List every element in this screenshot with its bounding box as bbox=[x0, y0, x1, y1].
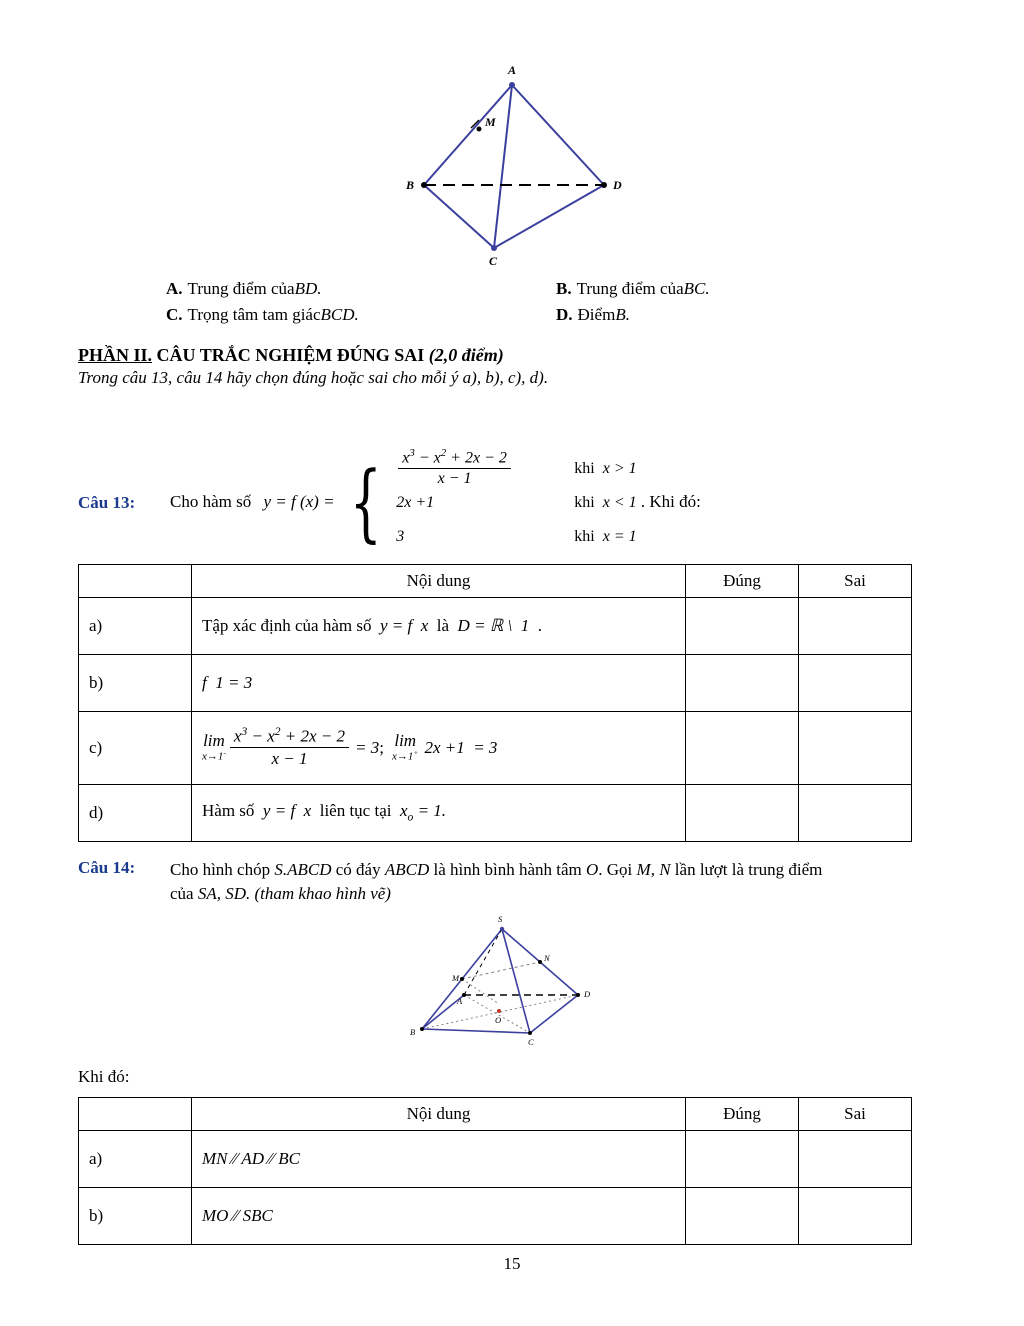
th-content: Nội dung bbox=[192, 564, 686, 597]
option-b-italic: BC. bbox=[683, 279, 710, 298]
page-content bbox=[78, 60, 946, 1245]
question-14-body bbox=[170, 858, 946, 907]
option-b-label: B. bbox=[556, 279, 572, 298]
row-b-sai-cell[interactable] bbox=[799, 654, 912, 711]
row-d-content: Hàm số y = f x liên tục tại $x_o = 1$. bbox=[192, 784, 686, 841]
q14-text-e: là hình bình hành tâm bbox=[429, 859, 586, 879]
table-header-row bbox=[79, 1097, 912, 1130]
svg-text:N: N bbox=[544, 952, 550, 963]
question-13-stem-row bbox=[78, 400, 946, 554]
option-b-text: Trung điểm của bbox=[576, 279, 684, 298]
pyramid-svg bbox=[402, 907, 622, 1052]
row-a-sai-cell[interactable] bbox=[799, 1130, 912, 1187]
row-d-index: d) bbox=[79, 784, 192, 841]
q14-text-f: O bbox=[586, 859, 599, 879]
page-number: 15 bbox=[503, 1254, 521, 1273]
khi-do-label: Khi đó: bbox=[78, 1066, 130, 1086]
option-d[interactable] bbox=[556, 302, 936, 328]
th-index bbox=[79, 1097, 192, 1130]
q14-text-i: , bbox=[650, 859, 660, 879]
case-1-fraction bbox=[398, 447, 511, 490]
case-1-numerator: $x^3 - x^2 + 2x - 2$ bbox=[398, 447, 511, 469]
row-b-content: MO ∕∕ SBC bbox=[192, 1187, 686, 1244]
case-2-condition: khi x < 1 bbox=[574, 493, 637, 511]
svg-text:D: D bbox=[584, 988, 591, 999]
question-14-label: Câu 14: bbox=[78, 857, 136, 877]
row-b-sai-cell[interactable] bbox=[799, 1187, 912, 1244]
piecewise-case-3 bbox=[396, 520, 636, 554]
row-b-content: f 1 = 3 bbox=[192, 654, 686, 711]
option-d-label: D. bbox=[556, 305, 573, 325]
row-a-index: a) bbox=[79, 1130, 192, 1187]
svg-text:M: M bbox=[485, 115, 496, 129]
section-subtitle: Trong câu 13, câu 14 hãy chọn đúng hoặc sai cho mỗi ý a), b), c), d). bbox=[78, 367, 549, 387]
option-row-1 bbox=[78, 276, 946, 302]
svg-text:S: S bbox=[498, 913, 503, 924]
table-header-row bbox=[79, 564, 912, 597]
row-b-dung-cell[interactable] bbox=[686, 1187, 799, 1244]
option-c-text: Trọng tâm tam giác bbox=[187, 305, 321, 325]
row-a-sai-cell[interactable] bbox=[799, 597, 912, 654]
tetrahedron-svg bbox=[382, 60, 642, 270]
q14-text-h: M bbox=[636, 859, 651, 879]
q14-text-c: có đáy bbox=[331, 859, 385, 879]
svg-text:O: O bbox=[495, 1014, 502, 1025]
option-c[interactable] bbox=[78, 302, 556, 328]
svg-text:C: C bbox=[489, 254, 498, 268]
svg-text:B: B bbox=[406, 178, 415, 192]
q14-text-g: . Gọi bbox=[598, 859, 637, 879]
table-row bbox=[79, 711, 912, 784]
question-13-stem-text: Cho hàm số bbox=[170, 491, 252, 511]
question-13-table bbox=[78, 564, 912, 842]
option-row-2 bbox=[78, 302, 946, 328]
section-heading bbox=[78, 345, 946, 366]
option-a[interactable] bbox=[78, 276, 556, 302]
case-2-expression: 2x +1 bbox=[396, 493, 435, 511]
question-13-function: y = f (x) = bbox=[263, 491, 335, 511]
case-1-denominator: x − 1 bbox=[437, 470, 472, 488]
row-c-index: c) bbox=[79, 711, 192, 784]
svg-text:B: B bbox=[410, 1026, 416, 1037]
row-a-index: a) bbox=[79, 597, 192, 654]
table-row bbox=[79, 654, 912, 711]
th-index bbox=[79, 564, 192, 597]
option-a-italic: BD. bbox=[294, 279, 322, 298]
q14-text-j: N bbox=[659, 859, 671, 879]
table-row bbox=[79, 597, 912, 654]
svg-text:A: A bbox=[457, 995, 463, 1006]
th-sai: Sai bbox=[799, 1097, 912, 1130]
row-b-index: b) bbox=[79, 654, 192, 711]
q14-text-a: Cho hình chóp bbox=[170, 859, 275, 879]
piecewise-cases bbox=[396, 447, 637, 554]
question-14-table bbox=[78, 1097, 912, 1245]
section-heading-main: PHẦN II. bbox=[78, 344, 153, 365]
piecewise-definition bbox=[339, 447, 637, 554]
figure-tetrahedron bbox=[78, 60, 946, 270]
question-14 bbox=[78, 858, 946, 907]
question-13-label: Câu 13: bbox=[78, 492, 136, 512]
option-c-italic: BCD. bbox=[320, 305, 359, 325]
piecewise-case-1 bbox=[396, 447, 637, 488]
option-c-label: C. bbox=[166, 305, 183, 325]
svg-text:M: M bbox=[452, 972, 460, 983]
table-row bbox=[79, 1130, 912, 1187]
option-a-text: Trung điểm của bbox=[187, 279, 295, 298]
option-d-italic: B. bbox=[615, 305, 630, 325]
th-dung: Đúng bbox=[686, 1097, 799, 1130]
row-a-dung-cell[interactable] bbox=[686, 1130, 799, 1187]
q14-text-m: SA, SD. bbox=[197, 884, 251, 904]
left-brace-icon: { bbox=[349, 453, 382, 552]
figure-pyramid bbox=[78, 907, 946, 1057]
q14-text-k: lần lượt là trung điểm bbox=[670, 859, 823, 879]
svg-text:A: A bbox=[508, 63, 517, 77]
th-sai: Sai bbox=[799, 564, 912, 597]
answer-options bbox=[78, 276, 946, 329]
q14-text-d: ABCD bbox=[384, 859, 430, 879]
q14-text-n: (tham khao hình vẽ) bbox=[250, 884, 391, 904]
svg-text:C: C bbox=[528, 1036, 534, 1047]
option-a-label: A. bbox=[166, 279, 183, 298]
row-d-dung-cell[interactable] bbox=[686, 784, 799, 841]
row-c-sai-cell[interactable] bbox=[799, 711, 912, 784]
piecewise-case-2 bbox=[396, 486, 636, 520]
table-row bbox=[79, 784, 912, 841]
q14-text-l: của bbox=[170, 884, 198, 904]
option-d-text: Điểm bbox=[577, 305, 616, 325]
th-dung: Đúng bbox=[686, 564, 799, 597]
row-a-content: MN ∕∕ AD ∕∕ BC bbox=[192, 1130, 686, 1187]
row-d-sai-cell[interactable] bbox=[799, 784, 912, 841]
row-a-dung-cell[interactable] bbox=[686, 597, 799, 654]
case-1-condition: khi x > 1 bbox=[574, 459, 637, 477]
case-3-expression: 3 bbox=[396, 527, 405, 545]
section-heading-rest: CÂU TRẮC NGHIỆM ĐÚNG SAI bbox=[152, 344, 429, 365]
svg-text:D: D bbox=[613, 178, 622, 192]
table-row bbox=[79, 1187, 912, 1244]
row-a-content: Tập xác định của hàm số y = f x là D = ℝ \ 1 . bbox=[192, 597, 686, 654]
case-3-condition: khi x = 1 bbox=[574, 527, 637, 545]
th-content: Nội dung bbox=[192, 1097, 686, 1130]
question-13 bbox=[78, 400, 946, 842]
case-1-expression bbox=[396, 447, 568, 490]
option-b[interactable] bbox=[556, 276, 936, 302]
section-heading-points: (2,0 điểm) bbox=[428, 344, 504, 365]
question-13-stem bbox=[170, 400, 701, 554]
row-b-index: b) bbox=[79, 1187, 192, 1244]
q14-text-b: S.ABCD bbox=[274, 859, 332, 879]
row-c-dung-cell[interactable] bbox=[686, 711, 799, 784]
row-b-dung-cell[interactable] bbox=[686, 654, 799, 711]
row-c-content: lim x→1- $\frac{x^3 - x^2 + 2x - 2}{x - 1}$ = 3 ; lim x→1+ 2x +1 = 3 bbox=[192, 711, 686, 784]
question-13-tail: . Khi đó: bbox=[640, 491, 701, 511]
